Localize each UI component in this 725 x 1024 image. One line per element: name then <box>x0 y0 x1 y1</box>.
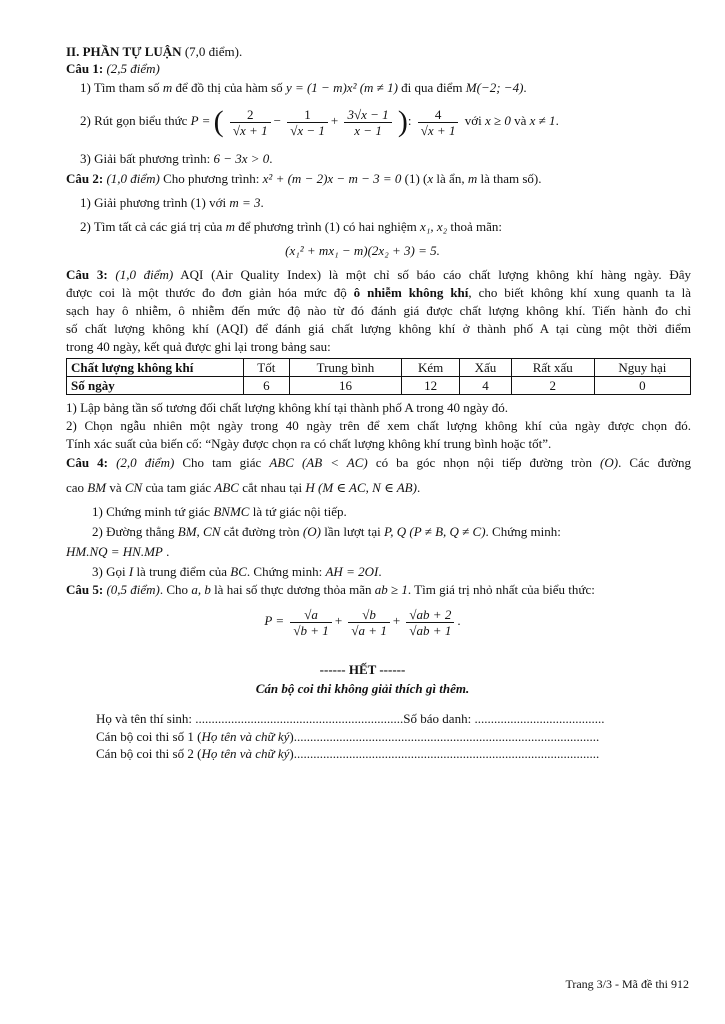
page-footer: Trang 3/3 - Mã đề thi 912 <box>565 977 689 991</box>
q3-line5: trong 40 ngày, kết quả được ghi lại trong bảng sau: <box>66 339 331 354</box>
q3-line3: sạch hay ô nhiễm, ô nhiễm đến mức độ nào từ đó đánh giá được chất lượng không khí. Tiến hành đo chỉ <box>66 303 691 318</box>
candidate-name-line: Họ và tên thí sinh: ................................................................Số báo danh: ........................................ <box>96 711 605 726</box>
end-mark: ------ HẾT ------ <box>319 662 406 677</box>
q4-part2: 2) Đường thẳng BM, CN cắt đường tròn (O) lần lượt tại P, Q (P ≠ B, Q ≠ C). Chứng minh: <box>92 524 561 539</box>
frac-4: $\frac{4}{√x + 1}$ <box>418 107 459 138</box>
supervisor2-line: Cán bộ coi thi số 2 (Họ tên và chữ ký).............................................................................................. <box>96 746 600 761</box>
q1-part3: 3) Giải bất phương trình: 6 − 3x > 0. <box>80 151 273 166</box>
q3-part1: 1) Lập bảng tần số tương đối chất lượng không khí tại thành phố A trong 40 ngày đó. <box>66 400 508 415</box>
q3-line1: Câu 3: (1,0 điểm) AQI (Air Quality Index) là một chỉ số báo cáo chất lượng không khí hàng ngày. Đây <box>66 267 691 282</box>
q2-part2: 2) Tìm tất cả các giá trị của m để phương trình (1) có hai nghiệm x₁, x₂ thoả mãn: <box>80 219 503 234</box>
q2-part1: 1) Giải phương trình (1) với m = 3. <box>80 195 264 210</box>
proctor-note: Cán bộ coi thi không giải thích gì thêm. <box>255 681 470 696</box>
q1-part1: 1) Tìm tham số m để đồ thị của hàm số y = (1 − m)x² (m ≠ 1) đi qua điểm M(−2; −4). <box>80 80 527 95</box>
frac-6: $\frac{√b}{√a + 1}$ <box>348 607 389 638</box>
frac-2: $\frac{1}{√x - 1}$ <box>287 107 328 138</box>
frac-5: $\frac{√a}{√b + 1}$ <box>290 607 331 638</box>
frac-3: $\frac{3√x - 1}{x - 1}$ <box>344 107 391 138</box>
supervisor1-line: Cán bộ coi thi số 1 (Họ tên và chữ ký).............................................................................................. <box>96 729 600 744</box>
q1-part2: 2) Rút gọn biểu thức P = ( $\frac{2}{√x + 1}$ − $\frac{1}{√x - 1}$ + $\frac{3√x - 1}{x - 1}$ ): $\frac{4}{√x + 1}$ với x ≥ 0 và x ≠ 1. <box>80 105 559 139</box>
q3-line2: được coi là một thước đo đơn giản hóa mức độ ô nhiễm không khí, cho biết không khí xung quanh ta là <box>66 285 692 300</box>
section-header: II. PHẦN TỰ LUẬN (7,0 điểm). <box>66 44 243 59</box>
q5-expression: P = $\frac{√a}{√b + 1}$ + $\frac{√b}{√a + 1}$ + $\frac{√ab + 2}{√ab + 1}$ . <box>264 606 461 638</box>
q4-part1: 1) Chứng minh tứ giác BNMC là tứ giác nội tiếp. <box>92 504 347 519</box>
q3-part2-line1: 2) Chọn ngẫu nhiên một ngày trong 40 ngày trên để xem chất lượng không khí của ngày được chọn đó. <box>66 418 691 433</box>
q3-part2-line2: Tính xác suất của biến cố: “Ngày được chọn ra có chất lượng không khí trung bình hoặc tốt”. <box>66 436 552 451</box>
frac-1: $\frac{2}{√x + 1}$ <box>230 107 271 138</box>
q2-header: Câu 2: (1,0 điểm) Cho phương trình: x² + (m − 2)x − m − 3 = 0 (1) (x là ẩn, m là tham số). <box>66 171 542 186</box>
aqi-table <box>66 358 691 395</box>
q2-condition: (x₁² + mx₁ − m)(2x₂ + 3) = 5. <box>285 243 440 258</box>
q4-part3: 3) Gọi I là trung điểm của BC. Chứng minh: AH = 2OI. <box>92 564 382 579</box>
q5-line1: Câu 5: (0,5 điểm). Cho a, b là hai số thực dương thỏa mãn ab ≥ 1. Tìm giá trị nhỏ nhất của biểu thức: <box>66 582 595 597</box>
q1-header: Câu 1: (2,5 điểm) <box>66 61 160 76</box>
q3-line4: số chất lượng không khí (AQI) để đánh giá chất lượng không khí ở thành phố A tại cùng một thời điểm <box>66 321 691 336</box>
table-row: Số ngày 6 16 12 4 2 0 <box>67 377 691 395</box>
q4-part2-eq: HM.NQ = HN.MP . <box>66 544 170 559</box>
frac-7: $\frac{√ab + 2}{√ab + 1}$ <box>406 607 454 638</box>
q4-line1: Câu 4: (2,0 điểm) Cho tam giác ABC (AB < AC) có ba góc nhọn nội tiếp đường tròn (O). Các đường <box>66 455 692 470</box>
table-row: Chất lượng không khí Tốt Trung bình Kém Xấu Rất xấu Nguy hại <box>67 359 691 377</box>
q4-line2: cao BM và CN của tam giác ABC cắt nhau tại H (M ∈ AC, N ∈ AB). <box>66 480 421 495</box>
